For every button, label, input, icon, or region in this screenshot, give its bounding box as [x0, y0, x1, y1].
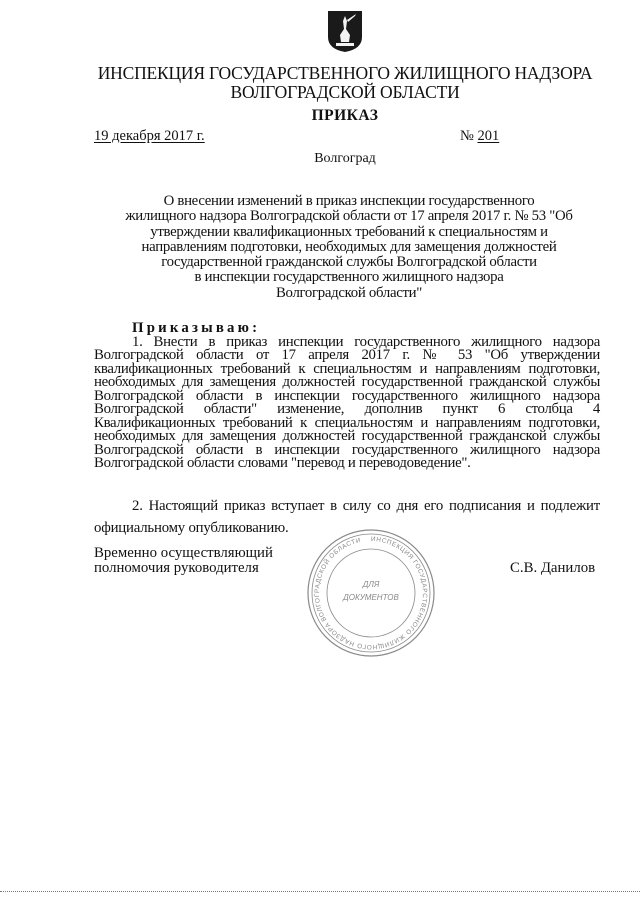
agency-name-line2: ВОЛГОГРАДСКОЙ ОБЛАСТИ [230, 82, 460, 102]
subject-line: в инспекции государственного жилищного надзора [194, 269, 504, 286]
order-title: ПРИКАЗ [311, 107, 379, 124]
order-number [460, 128, 499, 145]
directive-word: Приказываю: [132, 320, 261, 336]
paragraph-1: 1. Внести в приказ инспекции государственного жилищного надзора Волгоградской области от 17 апреля 2017 г. № 53 "Об утверждении квалификационных требований к специальностям и направлениям подготовки, необходимых для замещения должностей государственной гражданской службы Волгоградской области в инспекции государственного жилищного надзора Волгоградской области" изменение, дополнив пункт 6 столбца 4 Квалификационных требований к специальностям и направлениям подготовки, необходимых для замещения должностей государственной гражданской службы Волгоградской области в инспекции государственного жилищного надзора Волгоградской области словами "перевод и переводоведение". [94, 333, 600, 471]
order-date: 19 декабря 2017 г. [94, 128, 205, 144]
footer-divider [0, 891, 640, 892]
stamp-inner-line2: ДОКУМЕНТОВ [343, 593, 399, 602]
subject-line: государственной гражданской службы Волгоградской области [161, 254, 537, 271]
stamp-ring-text: ИНСПЕКЦИЯ ГОСУДАРСТВЕННОГО ЖИЛИЩНОГО НАДЗОРА ВОЛГОГРАДСКОЙ ОБЛАСТИ [313, 535, 429, 651]
coat-of-arms-icon [326, 9, 364, 53]
agency-name-line1: ИНСПЕКЦИЯ ГОСУДАРСТВЕННОГО ЖИЛИЩНОГО НАДЗОРА [97, 63, 593, 83]
order-body [94, 322, 600, 471]
order-subject [94, 194, 604, 301]
official-stamp [305, 527, 437, 659]
signer-name: С.В. Данилов [510, 560, 596, 576]
signer-title-line2: полномочия руководителя [94, 560, 259, 576]
subject-line: жилищного надзора Волгоградской области от 17 апреля 2017 г. № 53 "Об [125, 208, 573, 225]
agency-name [60, 64, 630, 102]
subject-line: утверждении квалификационных требований к специальностям и [150, 223, 548, 240]
signer-title-line1: Временно осуществляющий [94, 545, 273, 561]
subject-line: направлениям подготовки, необходимых для замещения должностей [141, 238, 557, 255]
order-number-value: 201 [477, 128, 500, 144]
paragraph-2: 2. Настоящий приказ вступает в силу со дня его подписания и подлежит официальному опубликованию. [94, 497, 600, 536]
signer-title [94, 546, 273, 576]
subject-line: Волгоградской области" [275, 284, 423, 301]
stamp-inner-line1: ДЛЯ [362, 580, 380, 589]
city: Волгоград [314, 151, 376, 166]
order-number-prefix: № [460, 128, 474, 144]
subject-line: О внесении изменений в приказ инспекции государственного [163, 193, 535, 209]
